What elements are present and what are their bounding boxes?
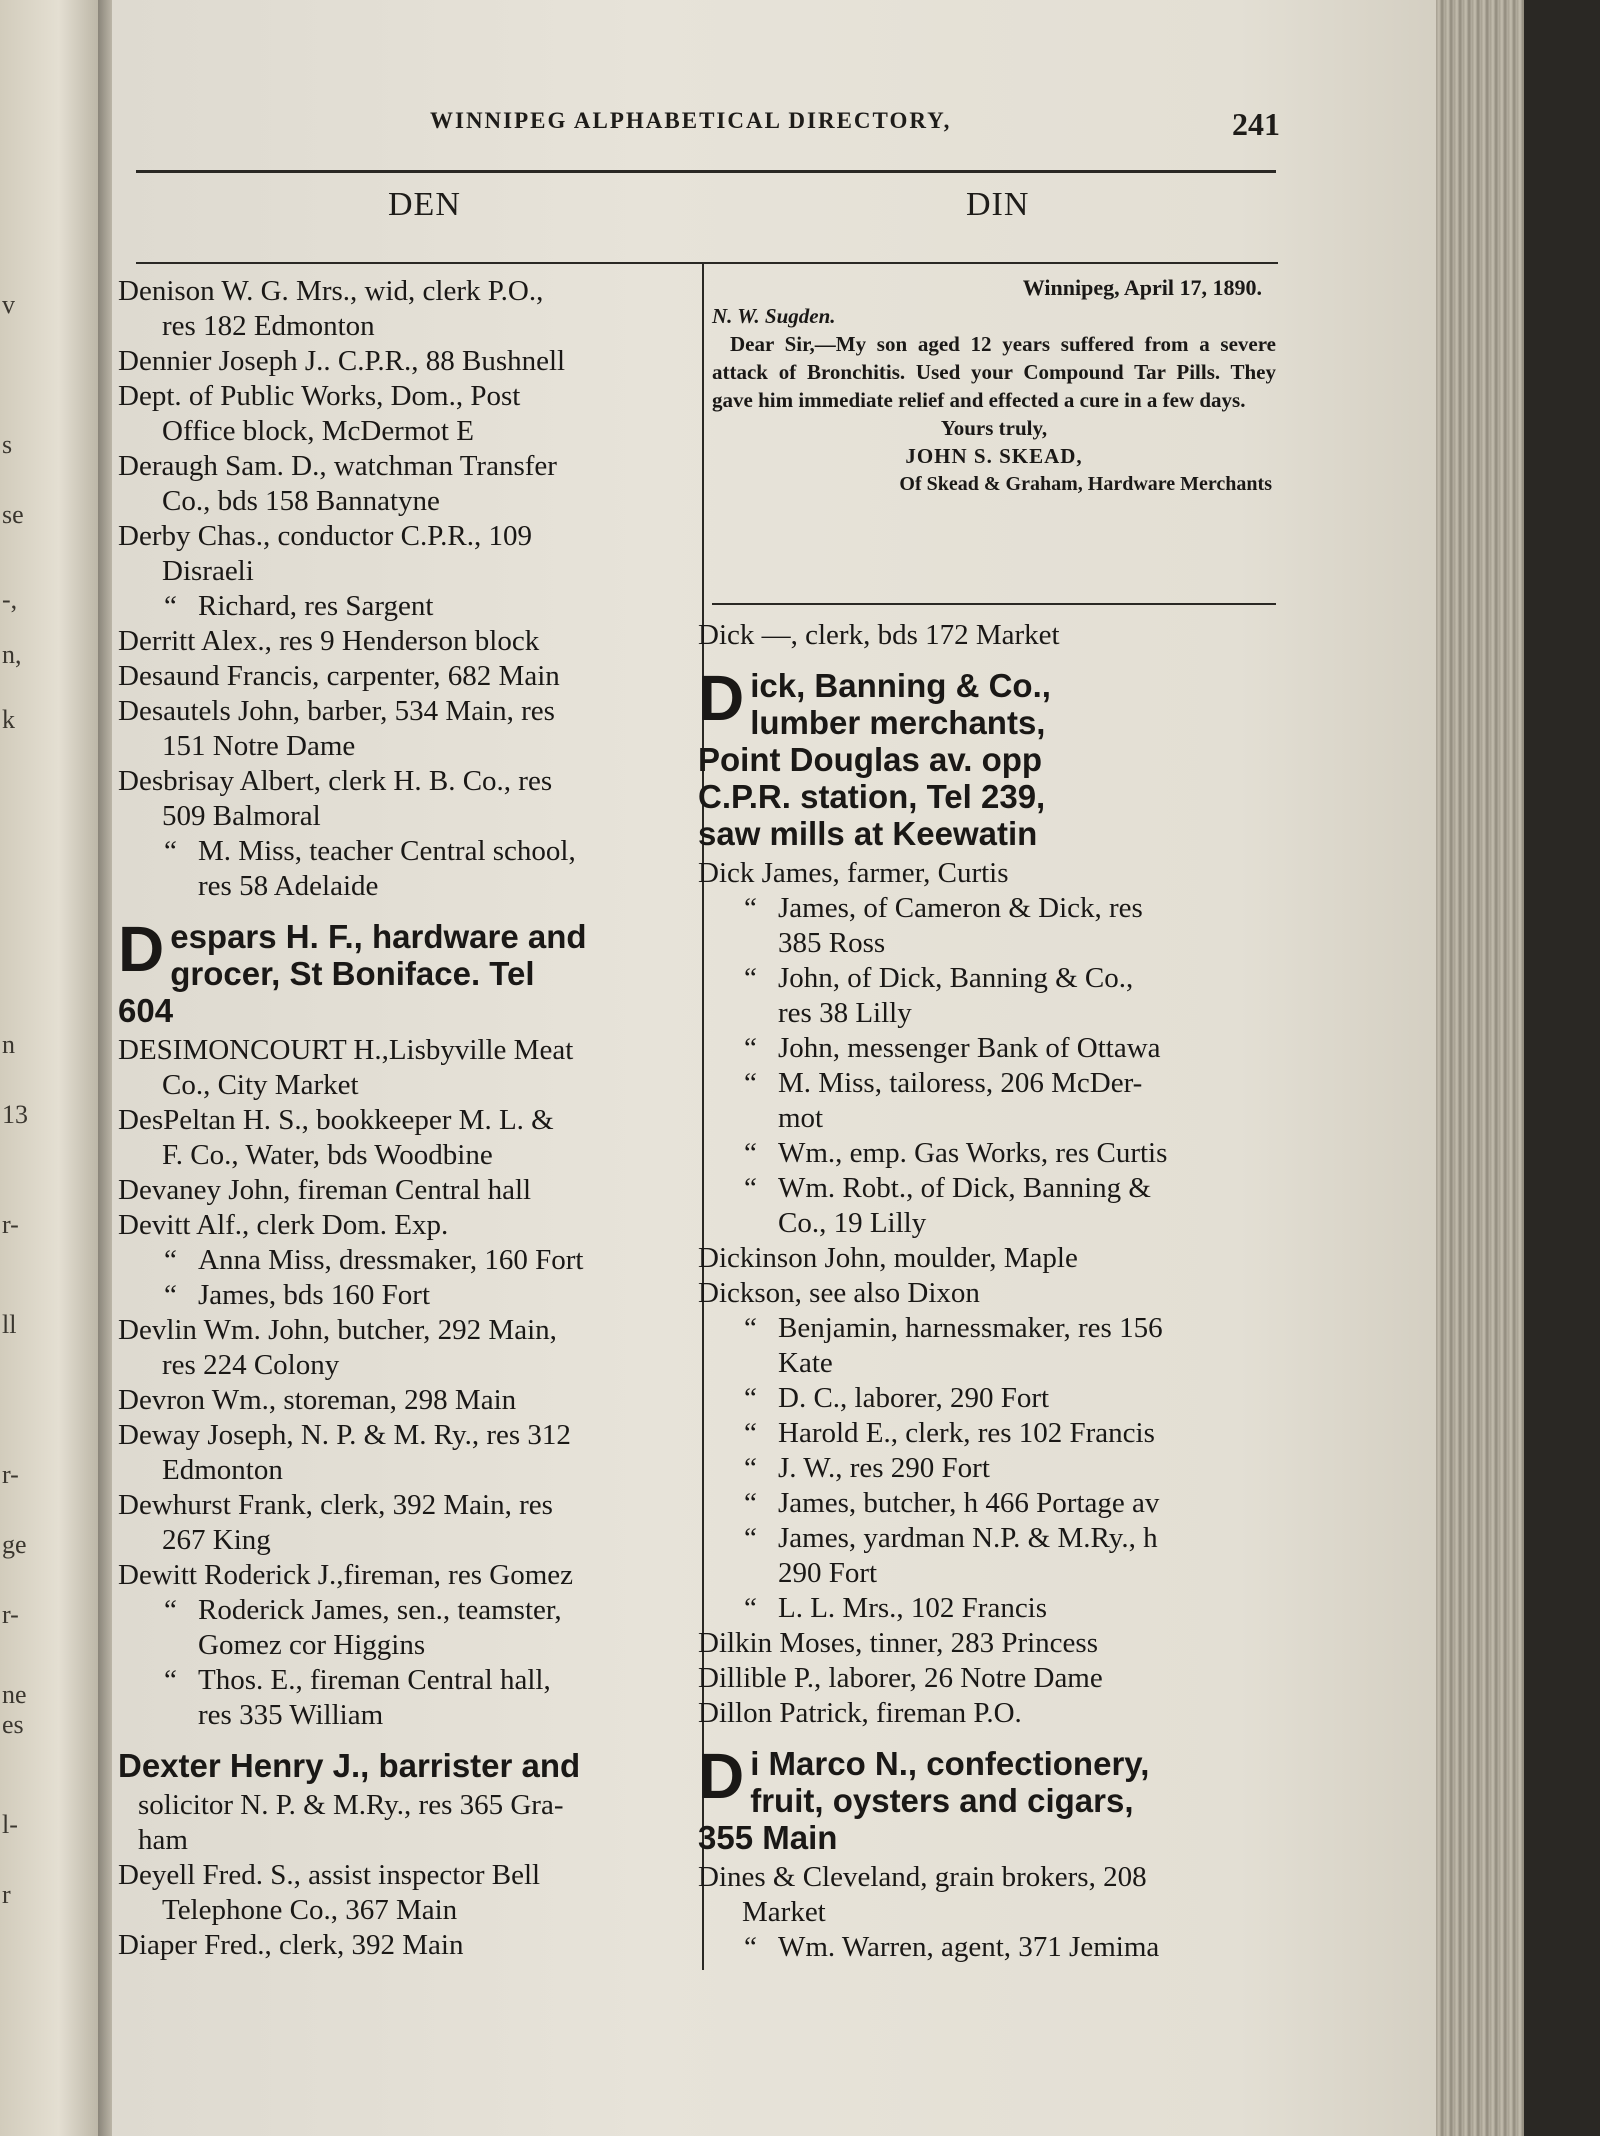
directory-entry	[118, 1173, 692, 1208]
directory-entry	[698, 1451, 1284, 1486]
ditto-mark: “	[744, 1487, 757, 1519]
testimonial-firm: Of Skead & Graham, Hardware Merchants	[899, 473, 1272, 495]
advertisement-line: saw mills at Keewatin	[698, 815, 1038, 852]
right-column	[698, 618, 1284, 1965]
advertisement-line: grocer, St Boniface. Tel	[170, 955, 535, 992]
facing-page-fragment: v	[2, 290, 15, 319]
directory-entry	[118, 1593, 692, 1663]
entry-line: Co., City Market	[162, 1069, 359, 1101]
entry-line: M. Miss, tailoress, 206 McDer-	[778, 1067, 1143, 1099]
directory-entry	[698, 856, 1284, 891]
directory-entry	[118, 624, 692, 659]
entry-line: mot	[778, 1102, 824, 1134]
entry-line: Co., bds 158 Bannatyne	[162, 485, 440, 517]
entry-line: D. C., laborer, 290 Fort	[778, 1382, 1050, 1414]
testimonial-date: Winnipeg, April 17, 1890.	[1022, 275, 1262, 300]
directory-entry	[118, 1558, 692, 1593]
advertisement-line: ick, Banning & Co.,	[750, 667, 1051, 704]
entry-line: M. Miss, teacher Central school,	[198, 835, 576, 867]
directory-entry-continuation: solicitor N. P. & M.Ry., res 365 Gra-	[138, 1789, 564, 1821]
advertisement-line: 355 Main	[698, 1819, 838, 1856]
ditto-mark: “	[744, 1522, 757, 1554]
directory-entry	[118, 659, 692, 694]
advertisement-line: C.P.R. station, Tel 239,	[698, 778, 1046, 815]
facing-page-fragment: r	[2, 1880, 11, 1909]
directory-entry	[698, 1031, 1284, 1066]
directory-entry	[698, 1171, 1284, 1241]
advertisement-line: Dexter Henry J., barrister and	[118, 1747, 581, 1784]
entry-line: Dilkin Moses, tinner, 283 Princess	[698, 1627, 1098, 1659]
entry-line: Dillible P., laborer, 26 Notre Dame	[698, 1662, 1103, 1694]
directory-entry	[698, 1521, 1284, 1591]
entry-line: Dines & Cleveland, grain brokers, 208	[698, 1861, 1147, 1893]
entry-line: James, butcher, h 466 Portage av	[778, 1487, 1160, 1519]
facing-page-fragment: k	[2, 705, 15, 734]
directory-entry-continuation: ham	[138, 1824, 188, 1856]
directory-entry	[118, 344, 692, 379]
ditto-mark: “	[744, 1931, 757, 1963]
entry-line: James, of Cameron & Dick, res	[778, 892, 1143, 924]
entry-line: Devron Wm., storeman, 298 Main	[118, 1384, 517, 1416]
directory-entry	[698, 1276, 1284, 1311]
entry-line: Dick James, farmer, Curtis	[698, 857, 1009, 889]
display-advertisement-entry	[118, 1747, 692, 1784]
directory-entry	[118, 1243, 692, 1278]
directory-entry	[698, 1136, 1284, 1171]
ditto-mark: “	[164, 1244, 177, 1276]
entry-line: Benjamin, harnessmaker, res 156	[778, 1312, 1163, 1344]
entry-line: DESIMONCOURT H.,Lisbyville Meat	[118, 1034, 574, 1066]
directory-entry	[698, 961, 1284, 1031]
directory-entry	[118, 449, 692, 519]
ditto-mark: “	[744, 962, 757, 994]
column-heading-rule	[136, 262, 1278, 264]
directory-entry	[118, 1313, 692, 1383]
directory-entry	[118, 1663, 692, 1733]
left-column	[118, 274, 692, 1963]
entry-line: Co., 19 Lilly	[778, 1207, 927, 1239]
entry-line: 385 Ross	[778, 927, 886, 959]
entry-line: 151 Notre Dame	[162, 730, 356, 762]
ditto-mark: “	[744, 1067, 757, 1099]
entry-line: Devitt Alf., clerk Dom. Exp.	[118, 1209, 449, 1241]
entry-line: Dick —, clerk, bds 172 Market	[698, 619, 1060, 651]
advertisement-line: i Marco N., confectionery,	[750, 1745, 1150, 1782]
entry-line: Dewhurst Frank, clerk, 392 Main, res	[118, 1489, 553, 1521]
display-advertisement-entry	[698, 1740, 1284, 1856]
entry-line: F. Co., Water, bds Woodbine	[162, 1139, 493, 1171]
display-advertisement-entry	[118, 913, 692, 1029]
entry-line: res 335 William	[198, 1699, 384, 1731]
directory-entry	[118, 1383, 692, 1418]
entry-line: Dickson, see also Dixon	[698, 1277, 980, 1309]
directory-entry	[118, 1488, 692, 1558]
directory-entry	[698, 1860, 1284, 1930]
entry-line: Dickinson John, moulder, Maple	[698, 1242, 1078, 1274]
ditto-mark: “	[744, 1592, 757, 1624]
display-advertisement-entry	[698, 662, 1284, 852]
directory-entry	[698, 891, 1284, 961]
ditto-mark: “	[744, 1172, 757, 1204]
entry-line: John, of Dick, Banning & Co.,	[778, 962, 1134, 994]
entry-line: Richard, res Sargent	[198, 590, 434, 622]
entry-line: James, bds 160 Fort	[198, 1279, 430, 1311]
page-stack-edge	[1436, 0, 1524, 2136]
directory-entry	[118, 834, 692, 904]
drop-initial: D	[698, 1740, 745, 1812]
entry-line: Devlin Wm. John, butcher, 292 Main,	[118, 1314, 557, 1346]
directory-entry	[118, 694, 692, 764]
facing-page-fragment: 13	[2, 1100, 28, 1129]
entry-line: Wm. Warren, agent, 371 Jemima	[778, 1931, 1160, 1963]
entry-line: Desbrisay Albert, clerk H. B. Co., res	[118, 765, 553, 797]
entry-line: Dept. of Public Works, Dom., Post	[118, 380, 521, 412]
directory-entry	[698, 1626, 1284, 1661]
entry-line: Edmonton	[162, 1454, 283, 1486]
testimonial-body: Dear Sir,—My son aged 12 years suffered from a severe attack of Bronchitis. Used your Compound Tar Pills. They gave him immediate relief and effected a cure in a few days.	[712, 332, 1276, 412]
entry-line: James, yardman N.P. & M.Ry., h	[778, 1522, 1158, 1554]
header-rule	[136, 170, 1276, 173]
directory-entry	[698, 1930, 1284, 1965]
directory-entry	[118, 1033, 692, 1103]
entry-line: Harold E., clerk, res 102 Francis	[778, 1417, 1155, 1449]
entry-line: Denison W. G. Mrs., wid, clerk P.O.,	[118, 275, 544, 307]
left-column-heading: DEN	[388, 186, 461, 223]
entry-line: L. L. Mrs., 102 Francis	[778, 1592, 1048, 1624]
facing-page-fragment: s	[2, 430, 13, 459]
directory-entry	[698, 618, 1284, 653]
running-head: WINNIPEG ALPHABETICAL DIRECTORY,	[430, 108, 952, 133]
facing-page-fragment: r-	[2, 1460, 19, 1489]
directory-entry	[118, 1418, 692, 1488]
entry-line: Dillon Patrick, fireman P.O.	[698, 1697, 1022, 1729]
directory-entry	[118, 589, 692, 624]
advertisement-line: Point Douglas av. opp	[698, 741, 1043, 778]
testimonial-rule	[712, 603, 1276, 605]
directory-entry	[118, 1278, 692, 1313]
ditto-mark: “	[164, 1664, 177, 1696]
ditto-mark: “	[744, 1032, 757, 1064]
entry-line: John, messenger Bank of Ottawa	[778, 1032, 1161, 1064]
advertisement-line: fruit, oysters and cigars,	[750, 1782, 1134, 1819]
entry-line: Telephone Co., 367 Main	[162, 1894, 458, 1926]
ditto-mark: “	[164, 835, 177, 867]
entry-line: Deraugh Sam. D., watchman Transfer	[118, 450, 557, 482]
entry-line: Deway Joseph, N. P. & M. Ry., res 312	[118, 1419, 571, 1451]
facing-page-fragment: ne	[2, 1680, 27, 1709]
entry-line: Devaney John, fireman Central hall	[118, 1174, 532, 1206]
facing-page-fragment: se	[2, 500, 24, 529]
entry-line: Wm., emp. Gas Works, res Curtis	[778, 1137, 1168, 1169]
drop-initial: D	[698, 662, 745, 734]
right-column-heading: DIN	[966, 186, 1030, 223]
entry-line: Deyell Fred. S., assist inspector Bell	[118, 1859, 541, 1891]
entry-line: res 58 Adelaide	[198, 870, 379, 902]
entry-line: Desautels John, barber, 534 Main, res	[118, 695, 555, 727]
advertisement-line: espars H. F., hardware and	[170, 918, 587, 955]
facing-page-fragment: n	[2, 1030, 15, 1059]
entry-line: Derritt Alex., res 9 Henderson block	[118, 625, 540, 657]
entry-line: Thos. E., fireman Central hall,	[198, 1664, 551, 1696]
ditto-mark: “	[164, 1594, 177, 1626]
facing-page-fragment: ll	[2, 1310, 17, 1339]
facing-page-edge	[0, 0, 98, 2136]
facing-page-fragment: r-	[2, 1600, 19, 1629]
facing-page-fragment: ge	[2, 1530, 27, 1559]
ditto-mark: “	[744, 1452, 757, 1484]
entry-line: Anna Miss, dressmaker, 160 Fort	[198, 1244, 584, 1276]
entry-line: Market	[742, 1896, 826, 1928]
directory-entry	[118, 519, 692, 589]
directory-entry	[698, 1486, 1284, 1521]
entry-line: res 38 Lilly	[778, 997, 912, 1029]
entry-line: DesPeltan H. S., bookkeeper M. L. &	[118, 1104, 554, 1136]
entry-line: res 224 Colony	[162, 1349, 340, 1381]
directory-entry	[118, 1103, 692, 1173]
directory-entry	[698, 1591, 1284, 1626]
entry-line: Office block, McDermot E	[162, 415, 474, 447]
directory-entry	[698, 1416, 1284, 1451]
entry-line: 290 Fort	[778, 1557, 878, 1589]
entry-line: Derby Chas., conductor C.P.R., 109	[118, 520, 533, 552]
ditto-mark: “	[744, 1137, 757, 1169]
entry-line: 509 Balmoral	[162, 800, 321, 832]
directory-entry	[698, 1241, 1284, 1276]
entry-line: Dennier Joseph J.. C.P.R., 88 Bushnell	[118, 345, 566, 377]
entry-line: Dewitt Roderick J.,fireman, res Gomez	[118, 1559, 573, 1591]
directory-entry	[698, 1381, 1284, 1416]
directory-entry	[118, 1208, 692, 1243]
entry-line: Kate	[778, 1347, 833, 1379]
ditto-mark: “	[164, 590, 177, 622]
ditto-mark: “	[744, 1382, 757, 1414]
ditto-mark: “	[744, 892, 757, 924]
directory-entry	[698, 1696, 1284, 1731]
directory-entry	[698, 1661, 1284, 1696]
advertisement-line: 604	[118, 992, 174, 1029]
facing-page-fragment: r-	[2, 1210, 19, 1239]
testimonial-closing: Yours truly,	[940, 416, 1048, 440]
testimonial-advertisement	[712, 274, 1276, 498]
ditto-mark: “	[164, 1279, 177, 1311]
directory-entry	[698, 1311, 1284, 1381]
facing-page-fragment: l-	[2, 1810, 18, 1839]
entry-line: Diaper Fred., clerk, 392 Main	[118, 1929, 464, 1961]
testimonial-signature: JOHN S. SKEAD,	[905, 444, 1083, 468]
entry-line: Disraeli	[162, 555, 254, 587]
entry-line: Roderick James, sen., teamster,	[198, 1594, 562, 1626]
testimonial-recipient: N. W. Sugden.	[712, 304, 836, 328]
entry-line: Gomez cor Higgins	[198, 1629, 426, 1661]
directory-entry	[118, 274, 692, 344]
facing-page-fragment: es	[2, 1710, 24, 1739]
entry-line: Wm. Robt., of Dick, Banning &	[778, 1172, 1151, 1204]
facing-page-fragment: -,	[2, 585, 18, 614]
drop-initial: D	[118, 913, 165, 985]
entry-line: Desaund Francis, carpenter, 682 Main	[118, 660, 560, 692]
directory-entry	[698, 1066, 1284, 1136]
scan-background	[1524, 0, 1600, 2136]
ditto-mark: “	[744, 1312, 757, 1344]
directory-entry	[118, 1858, 692, 1928]
page-number: 241	[1232, 106, 1280, 142]
directory-entry	[118, 1928, 692, 1963]
ditto-mark: “	[744, 1417, 757, 1449]
entry-line: 267 King	[162, 1524, 271, 1556]
advertisement-line: lumber merchants,	[750, 704, 1046, 741]
facing-page-fragment: n,	[2, 640, 22, 669]
entry-line: J. W., res 290 Fort	[778, 1452, 990, 1484]
directory-entry	[118, 379, 692, 449]
entry-line: res 182 Edmonton	[162, 310, 375, 342]
directory-entry	[118, 764, 692, 834]
